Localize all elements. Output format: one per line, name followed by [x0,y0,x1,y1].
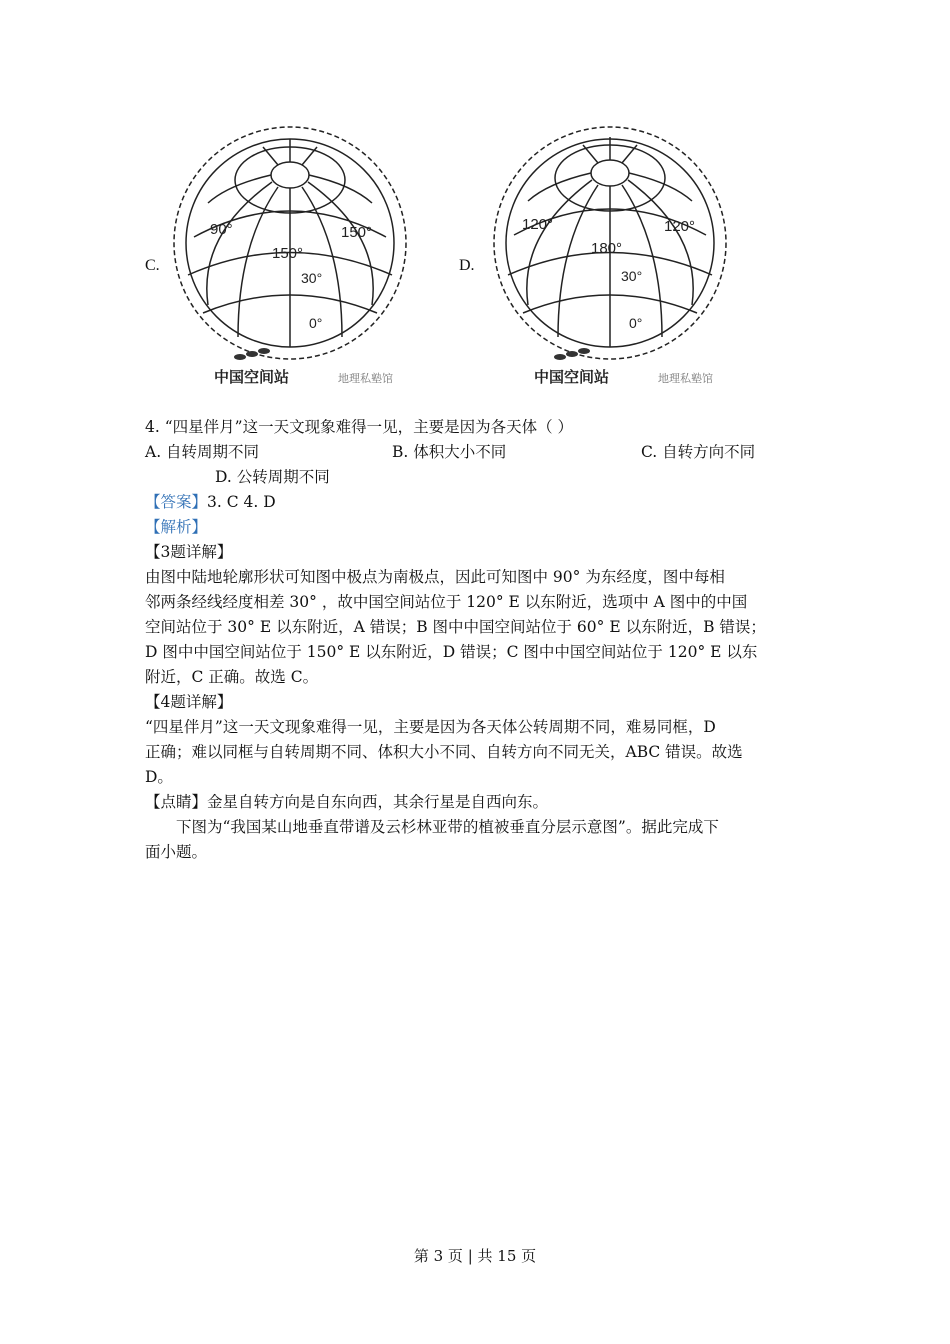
q4-line: “四星伴月”这一天文现象难得一见，主要是因为各天体公转周期不同，难易同框，D [145,718,716,736]
space-station-icon [554,348,590,360]
q4-paragraph [145,715,810,790]
figure-d-option-label: D. [459,257,475,274]
next-intro-paragraph [145,815,810,865]
label-150-right: 150° [341,224,373,241]
next-intro-line: 面小题。 [145,843,208,861]
station-label: 中国空间站 [534,369,610,386]
space-station-icon [234,348,270,360]
q4-line: 正确；难以同框与自转周期不同、体积大小不同、自转方向不同无关，ABC 错误。故选 [145,743,743,761]
page-footer: 第 3 页 | 共 15 页 [413,1247,537,1265]
label-120-right: 120° [664,218,696,235]
option-c: C. 自转方向不同 [641,443,756,461]
label-30: 30° [301,270,323,286]
q3-line: 附近，C 正确。故选 C。 [145,668,319,686]
tip-tag: 【点睛】 [145,793,208,811]
q3-line: 由图中陆地轮廓形状可知图中极点为南极点，因此可知图中 90° 为东经度，图中每相 [145,568,725,586]
q4-line: D。 [145,768,173,786]
label-0: 0° [629,315,643,331]
analysis-tag: 【解析】 [145,518,208,536]
q4-title: 【4题详解】 [145,693,233,711]
tip-text: 金星自转方向是自东向西，其余行星是自西向东。 [207,793,549,811]
label-180: 180° [591,240,623,257]
q3-paragraph [145,565,810,690]
globe-figure-d [488,125,733,390]
q3-line: 空间站位于 30° E 以东附近，A 错误；B 图中中国空间站位于 60° E 以东附近，B 错误； [145,618,766,636]
question-4-stem: 4. “四星伴月”这一天文现象难得一见，主要是因为各天体（ ） [145,418,573,436]
watermark-text: 地理私塾馆 [658,373,713,385]
option-b: B. 体积大小不同 [392,443,507,461]
label-150-center: 150° [272,245,304,262]
tip-line [145,790,548,815]
label-30: 30° [621,268,643,284]
option-d: D. 公转周期不同 [215,468,330,486]
globe-figure-c [168,125,413,390]
option-a: A. 自转周期不同 [145,443,260,461]
station-label: 中国空间站 [214,369,290,386]
answer-line [145,490,276,515]
watermark-text: 地理私塾馆 [338,373,393,385]
next-intro-line: 下图为“我国某山地垂直带谱及云杉林亚带的植被垂直分层示意图”。据此完成下 [176,818,719,836]
label-120-left: 120° [522,216,554,233]
q3-line: D 图中中国空间站位于 150° E 以东附近，D 错误；C 图中中国空间站位于 120° E 以东 [145,643,758,661]
answer-tag: 【答案】 [145,493,208,511]
label-90: 90° [210,221,233,238]
answer-text: 3. C 4. D [207,493,276,511]
q3-line: 邻两条经线经度相差 30° ，故中国空间站位于 120° E 以东附近，选项中 A 图中的中国 [145,593,748,611]
label-0: 0° [309,315,323,331]
q3-title: 【3题详解】 [145,543,233,561]
figure-c-option-label: C. [145,257,160,274]
